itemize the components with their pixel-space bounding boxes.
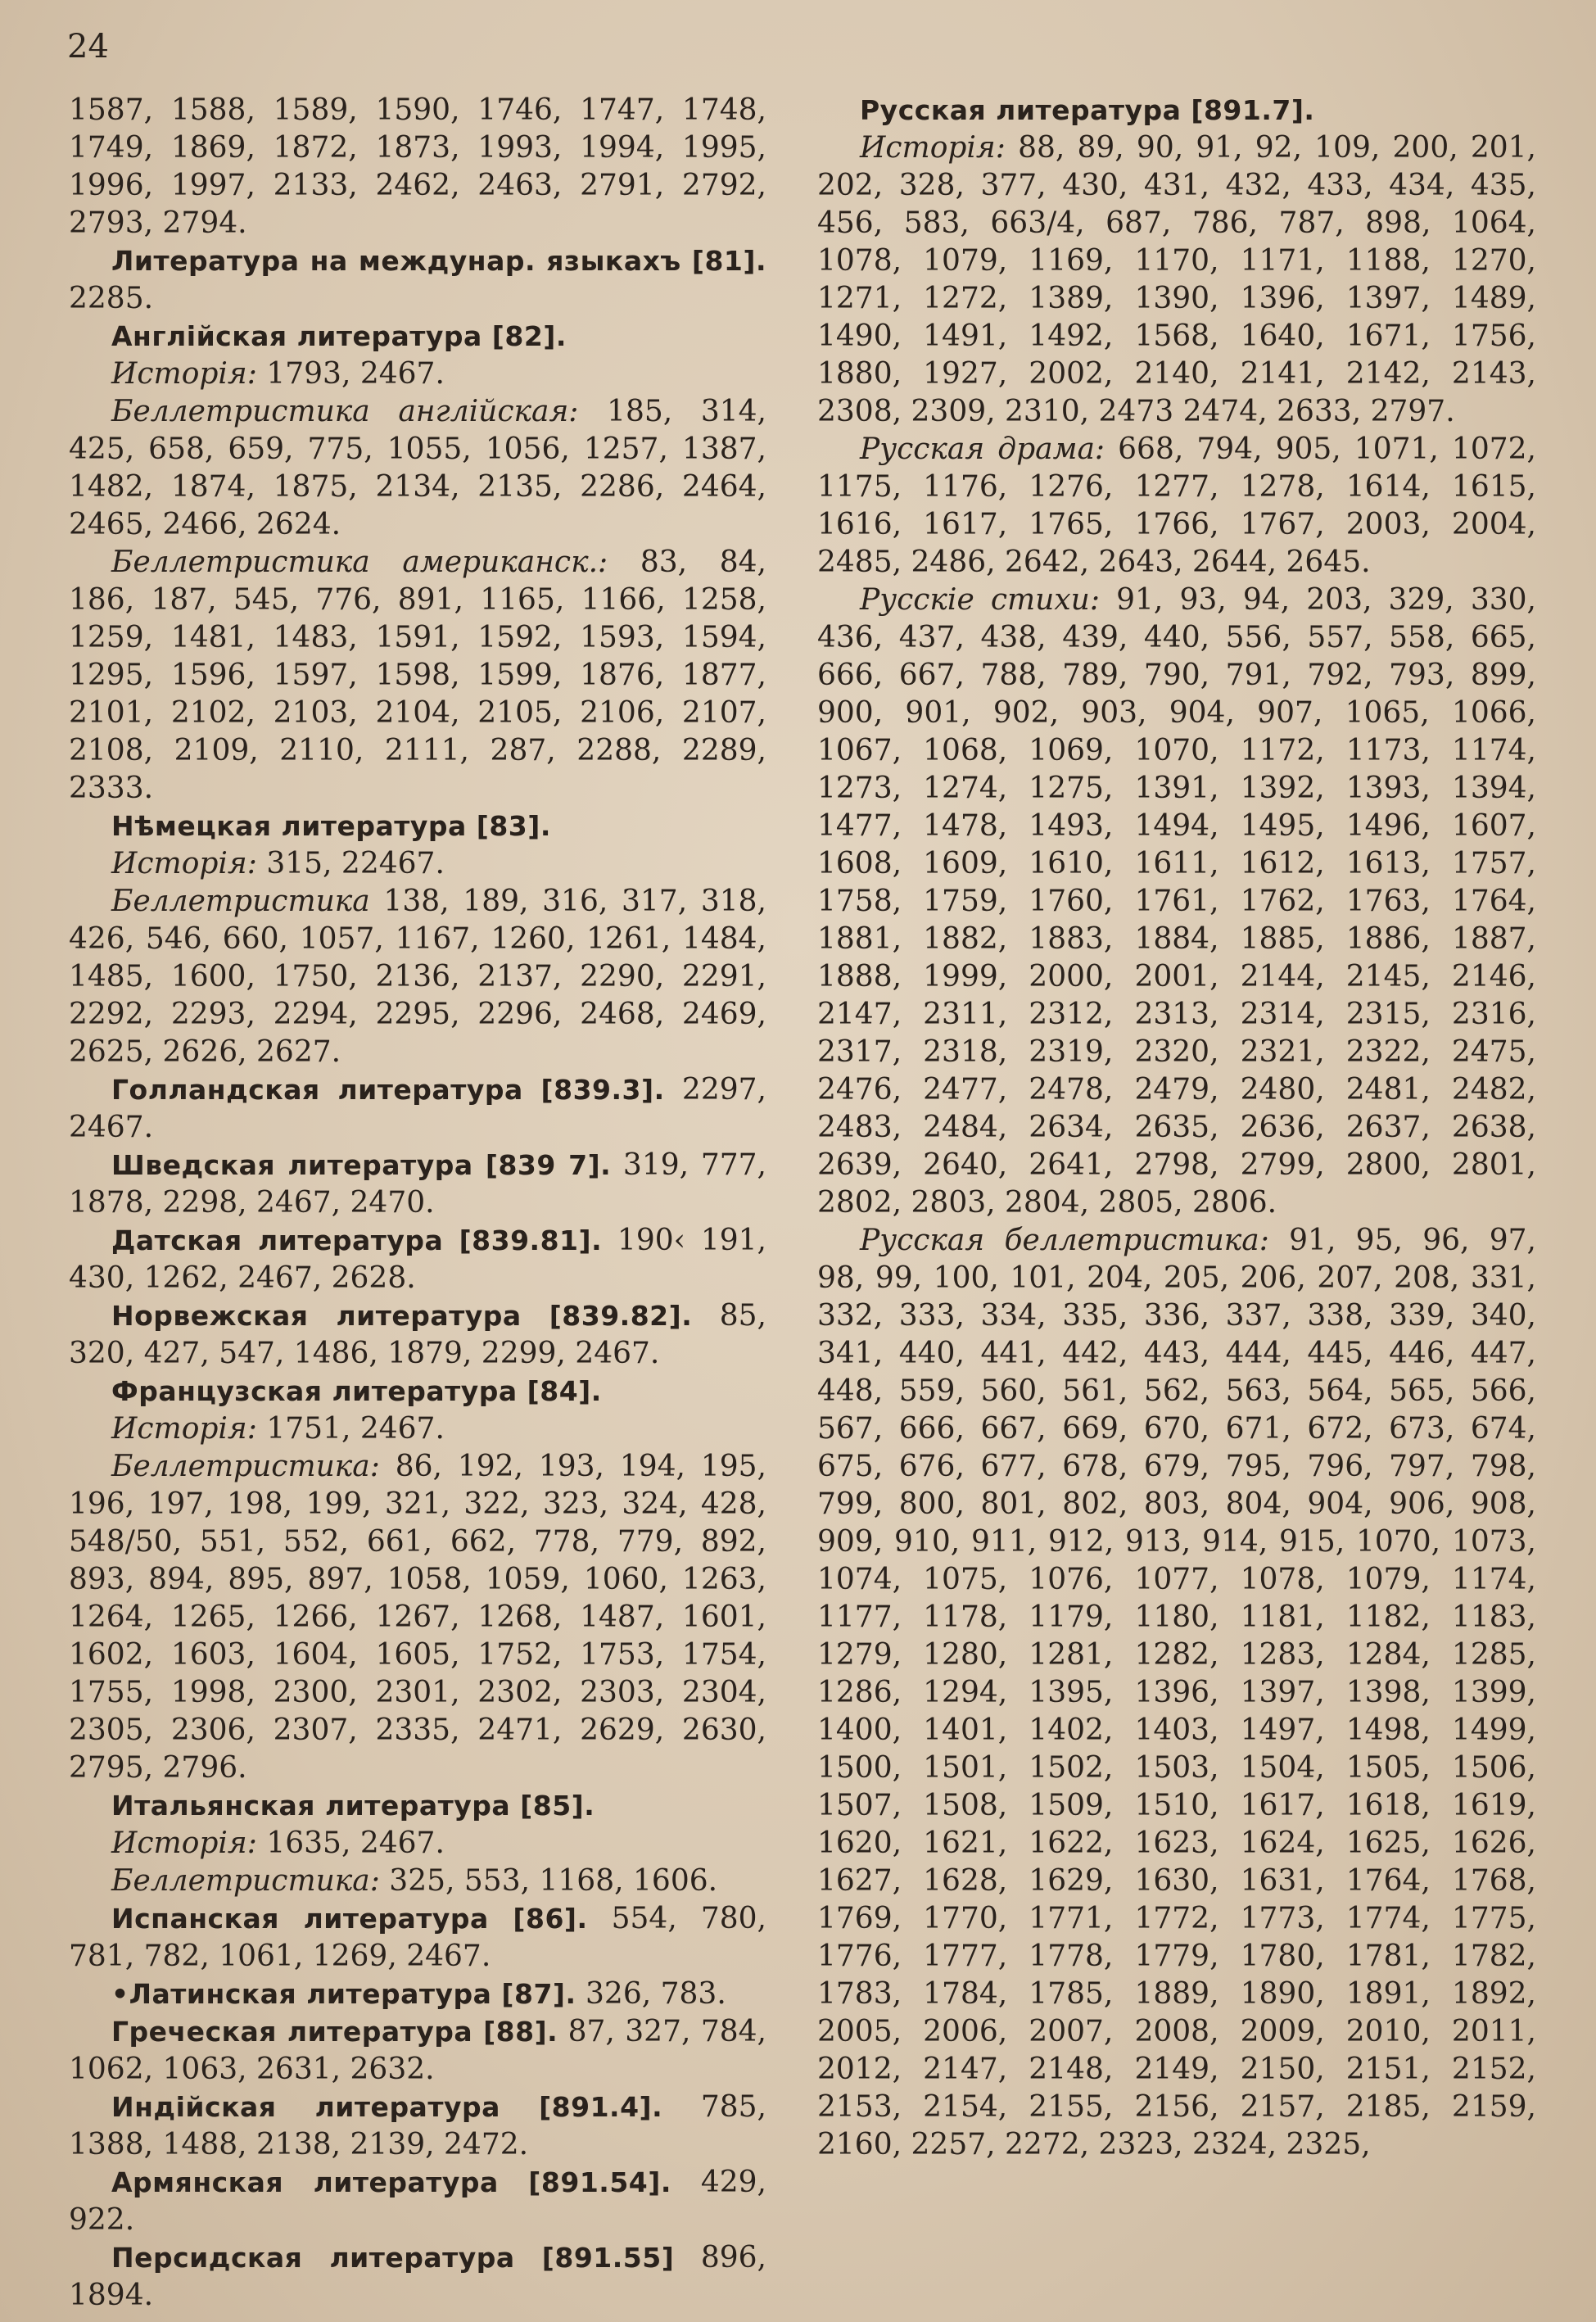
reference-numbers: 88, 89, 90, 91, 92, 109, 200, 201, 202, 328, 377, 430, 431, 432, 433, 434, 435, 456, 583, 663/4, 687, 786, 787, 898, 1064, 1078, 1079, 1169, 1170, 1171, 1188, 1270, 1271, 1272, 1389, 1390, 1396, 1397, 1489, 1490, 1491, 1492, 1568, 1640, 1671, 1756, 1880, 1927, 2002, 2140, 2141, 2142, 2143, 2308, 2309, 2310, 2473 2474, 2633, 2797. — [817, 131, 1536, 428]
index-subentry — [69, 883, 766, 1071]
section-heading: Датская литература [839.81]. — [111, 1224, 603, 1256]
index-heading-entry — [69, 1900, 766, 1976]
index-heading-entry — [69, 1147, 766, 1222]
section-heading: •Латинская литература [87]. — [111, 1978, 576, 2010]
reference-numbers: 1587, 1588, 1589, 1590, 1746, 1747, 1748, 1749, 1869, 1872, 1873, 1993, 1994, 1995, 1996, 1997, 2133, 2462, 2463, 2791, 2792, 2793, 2794. — [69, 93, 766, 240]
section-heading: Англійская литература [82]. — [111, 320, 567, 352]
index-subentry — [817, 1222, 1536, 2164]
reference-numbers: 896, 1894. — [69, 2241, 767, 2312]
reference-numbers: 325, 553, 1168, 1606. — [379, 1864, 718, 1898]
index-subentry — [69, 1825, 766, 1863]
section-heading: Норвежская литература [839.82]. — [111, 1300, 693, 1332]
section-heading: Литература на междунар. языкахъ [81]. — [111, 245, 766, 277]
index-subentry — [817, 582, 1536, 1222]
index-heading-entry — [69, 2239, 766, 2315]
reference-numbers: 1635, 2467. — [256, 1826, 445, 1860]
reference-numbers: 554, 780, 781, 782, 1061, 1269, 2467. — [69, 1902, 766, 1973]
section-heading: Испанская литература [86]. — [111, 1903, 588, 1935]
reference-numbers: 326, 783. — [576, 1977, 726, 2011]
index-subentry — [69, 1448, 766, 1787]
subsection-label: Исторія: — [111, 357, 257, 391]
reference-numbers: 2285. — [69, 282, 154, 315]
index-heading-entry — [69, 808, 766, 845]
index-subentry — [69, 355, 766, 393]
index-subentry — [69, 1863, 766, 1900]
subsection-label: Русская беллетристика: — [860, 1224, 1269, 1257]
section-heading: Шведская литература [839 7]. — [111, 1149, 612, 1181]
subsection-label: Беллетристика: — [111, 1864, 380, 1898]
section-heading: Русская литература [891.7]. — [860, 94, 1315, 126]
index-continuation — [69, 92, 766, 242]
index-subentry — [69, 544, 766, 808]
index-heading-entry — [69, 2089, 766, 2164]
reference-numbers: 1751, 2467. — [256, 1412, 445, 1446]
left-column — [69, 92, 766, 2315]
reference-numbers: 83, 84, 186, 187, 545, 776, 891, 1165, 1166, 1258, 1259, 1481, 1483, 1591, 1592, 1593, 1594, 1295, 1596, 1597, 1598, 1599, 1876, 1877, 2101, 2102, 2103, 2104, 2105, 2106, 2107, 2108, 2109, 2110, 2111, 287, 2288, 2289, 2333. — [69, 545, 767, 805]
reference-numbers: 429, 922. — [69, 2166, 766, 2237]
index-subentry — [69, 1410, 766, 1448]
reference-numbers: 315, 22467. — [256, 847, 445, 880]
section-heading: Греческая литература [88]. — [111, 2016, 558, 2048]
subsection-label: Беллетристика: — [111, 1450, 380, 1483]
reference-numbers: 185, 314, 425, 658, 659, 775, 1055, 1056, 1257, 1387, 1482, 1874, 1875, 2134, 2135, 2286, 2464, 2465, 2466, 2624. — [69, 395, 767, 541]
reference-numbers: 138, 189, 316, 317, 318, 426, 546, 660, 1057, 1167, 1260, 1261, 1484, 1485, 1600, 1750, 2136, 2137, 2290, 2291, 2292, 2293, 2294, 2295, 2296, 2468, 2469, 2625, 2626, 2627. — [69, 885, 766, 1069]
subsection-label: Беллетристика англійская: — [111, 395, 579, 428]
index-heading-entry — [69, 1373, 766, 1410]
reference-numbers: 190‹ 191, 430, 1262, 2467, 2628. — [69, 1224, 766, 1295]
subsection-label: Исторія: — [111, 1412, 257, 1446]
page-number: 24 — [67, 28, 109, 66]
section-heading: Итальянская литература [85]. — [111, 1790, 595, 1822]
index-subentry — [69, 845, 766, 883]
subsection-label: Исторія: — [111, 847, 257, 880]
index-heading-entry — [69, 2164, 766, 2239]
reference-numbers: 86, 192, 193, 194, 195, 196, 197, 198, 199, 321, 322, 323, 324, 428, 548/50, 551, 552, 661, 662, 778, 779, 892, 893, 894, 895, 897, 1058, 1059, 1060, 1263, 1264, 1265, 1266, 1267, 1268, 1487, 1601, 1602, 1603, 1604, 1605, 1752, 1753, 1754, 1755, 1998, 2300, 2301, 2302, 2303, 2304, 2305, 2306, 2307, 2335, 2471, 2629, 2630, 2795, 2796. — [69, 1450, 766, 1785]
subsection-label: Исторія: — [111, 1826, 257, 1860]
reference-numbers: 85, 320, 427, 547, 1486, 1879, 2299, 2467. — [69, 1299, 767, 1370]
reference-numbers: 91, 95, 96, 97, 98, 99, 100, 101, 204, 205, 206, 207, 208, 331, 332, 333, 334, 335, 336, 337, 338, 339, 340, 341, 440, 441, 442, 443, 444, 445, 446, 447, 448, 559, 560, 561, 562, 563, 564, 565, 566, 567, 666, 667, 669, 670, 671, 672, 673, 674, 675, 676, 677, 678, 679, 795, 796, 797, 798, 799, 800, 801, 802, 803, 804, 904, 906, 908, 909, 910, 911, 912, 913, 914, 915, 1070, 1073, 1074, 1075, 1076, 1077, 1078, 1079, 1174, 1177, 1178, 1179, 1180, 1181, 1182, 1183, 1279, 1280, 1281, 1282, 1283, 1284, 1285, 1286, 1294, 1395, 1396, 1397, 1398, 1399, 1400, 1401, 1402, 1403, 1497, 1498, 1499, 1500, 1501, 1502, 1503, 1504, 1505, 1506, 1507, 1508, 1509, 1510, 1617, 1618, 1619, 1620, 1621, 1622, 1623, 1624, 1625, 1626, 1627, 1628, 1629, 1630, 1631, 1764, 1768, 1769, 1770, 1771, 1772, 1773, 1774, 1775, 1776, 1777, 1778, 1779, 1780, 1781, 1782, 1783, 1784, 1785, 1889, 1890, 1891, 1892, 2005, 2006, 2007, 2008, 2009, 2010, 2011, 2012, 2147, 2148, 2149, 2150, 2151, 2152, 2153, 2154, 2155, 2156, 2157, 2185, 2159, 2160, 2257, 2272, 2323, 2324, 2325, — [817, 1224, 1536, 2161]
subsection-label: Русскіе стихи: — [860, 583, 1100, 617]
subsection-label: Беллетристика американск.: — [111, 545, 608, 579]
index-heading-entry — [69, 242, 766, 318]
right-column — [817, 92, 1536, 2164]
section-heading: Французская литература [84]. — [111, 1375, 602, 1407]
section-heading: Армянская литература [891.54]. — [111, 2166, 671, 2198]
index-subentry — [69, 393, 766, 544]
index-heading-entry — [69, 1976, 766, 2013]
subsection-label: Исторія: — [860, 131, 1006, 165]
reference-numbers: 668, 794, 905, 1071, 1072, 1175, 1176, 1276, 1277, 1278, 1614, 1615, 1616, 1617, 1765, 1766, 1767, 2003, 2004, 2485, 2486, 2642, 2643, 2644, 2645. — [817, 432, 1536, 579]
index-heading-entry — [69, 1222, 766, 1297]
index-heading-entry — [817, 92, 1536, 129]
section-heading: Голландская литература [839.3]. — [111, 1074, 665, 1106]
reference-numbers: 2297, 2467. — [69, 1073, 766, 1144]
reference-numbers: 785, 1388, 1488, 2138, 2139, 2472. — [69, 2090, 767, 2161]
index-subentry — [817, 431, 1536, 582]
index-subentry — [817, 129, 1536, 431]
reference-numbers: 87, 327, 784, 1062, 1063, 2631, 2632. — [69, 2015, 766, 2086]
section-heading: Нѣмецкая литература [83]. — [111, 810, 551, 842]
index-heading-entry — [69, 2013, 766, 2089]
reference-numbers: 1793, 2467. — [256, 357, 445, 391]
index-heading-entry — [69, 1787, 766, 1825]
index-heading-entry — [69, 1297, 766, 1373]
subsection-label: Беллетристика — [111, 885, 370, 918]
section-heading: Индійская литература [891.4]. — [111, 2091, 663, 2123]
reference-numbers: 319, 777, 1878, 2298, 2467, 2470. — [69, 1148, 766, 1220]
section-heading: Персидская литература [891.55] — [111, 2242, 675, 2274]
reference-numbers: 91, 93, 94, 203, 329, 330, 436, 437, 438, 439, 440, 556, 557, 558, 665, 666, 667, 788, 789, 790, 791, 792, 793, 899, 900, 901, 902, 903, 904, 907, 1065, 1066, 1067, 1068, 1069, 1070, 1172, 1173, 1174, 1273, 1274, 1275, 1391, 1392, 1393, 1394, 1477, 1478, 1493, 1494, 1495, 1496, 1607, 1608, 1609, 1610, 1611, 1612, 1613, 1757, 1758, 1759, 1760, 1761, 1762, 1763, 1764, 1881, 1882, 1883, 1884, 1885, 1886, 1887, 1888, 1999, 2000, 2001, 2144, 2145, 2146, 2147, 2311, 2312, 2313, 2314, 2315, 2316, 2317, 2318, 2319, 2320, 2321, 2322, 2475, 2476, 2477, 2478, 2479, 2480, 2481, 2482, 2483, 2484, 2634, 2635, 2636, 2637, 2638, 2639, 2640, 2641, 2798, 2799, 2800, 2801, 2802, 2803, 2804, 2805, 2806. — [817, 583, 1536, 1220]
index-heading-entry — [69, 1071, 766, 1147]
subsection-label: Русская драма: — [860, 432, 1105, 466]
index-heading-entry — [69, 318, 766, 355]
